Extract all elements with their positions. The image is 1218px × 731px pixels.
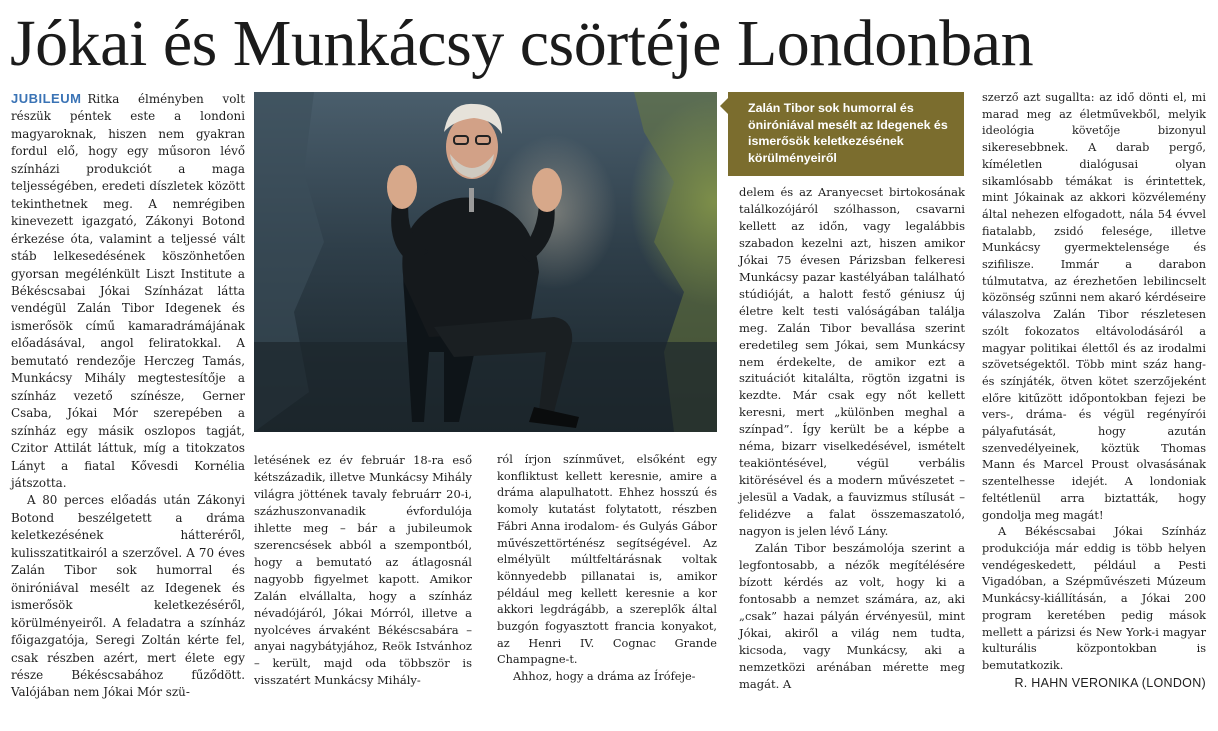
article-column-4 — [739, 184, 965, 704]
article-column-1 — [11, 90, 245, 710]
paragraph: Ahhoz, hogy a dráma az Írófeje- — [513, 670, 696, 684]
paragraph: Zalán Tibor beszámolója szerint a legfontosabb, a nézők megítélésére bízott kérdés az volt, hogy ki a fontosabb a nemzet számára, az, aki „csak” hazai pályán érvényesül, mint Jókai, akiről a világ nem tudta, kicsoda, vagy Munkácsy, aki a nemzetközi arénában mérette meg magát. A — [739, 541, 965, 691]
photo-caption: Zalán Tibor sok humorral és öniróniával mesélt az Idegenek és ismerősök keletkezésének körülményeiről — [728, 92, 964, 176]
paragraph: szerző azt sugallta: az idő dönti el, mi marad meg az életművekből, melyik ideológia követője bizonyul sikeresebbnek. A darab pergő, kíméletlen dialógusai olyan sikamlósabb témákat is érintettek, mint Jókainak az akkori közvélemény által nehezen elfogadott, nála 54 évvel fiatalabb, zsidó felesége, illetve Munkácsy gyermektelensége és szifilisze. Immár a darabon túlmutatva, az érezhetően lebilincselt közönség szűnni nem akaró kérdéseire válaszolva Zalán Tibor részletesen szólt fokozatos eltávolodásáról a magyar politikai élettől és az irodalmi szövetségektől. Több mint száz hang- és színjáték, ötven kötet szerzőjeként előre kitűzött időpontokban fejezi be vers-, dráma- és végül regényírói pályafutását, hogy azután szenvedélyeinek, köztük Thomas Mann és Marcel Proust olvasásának szentelhesse idejét. A londoniak feltétlenül arra biztatták, hogy gondolja meg magát! — [982, 91, 1206, 522]
article-column-3 — [497, 452, 717, 702]
article-column-2 — [254, 452, 472, 702]
headline: Jókai és Munkácsy csörtéje Londonban — [10, 7, 1034, 80]
paragraph: A 80 perces előadás után Zákonyi Botond beszélgetett a dráma keletkezésének hátteréről, kulisszatitkairól a szerzővel. A 70 éves Zalán Tibor sok humorral és öniróniával mesélt az Idegenek és ismerősök keletkezéséről, körülményeiről. A feladatra a színház főigazgatója, Seregi Zoltán kérte fel, csak részben azért, mert élete egy része Békéscsabához fűződött. Valójában nem Jókai Mór szü- — [11, 493, 245, 700]
article-photo — [254, 92, 717, 432]
paragraph: ról írjon színművet, elsőként egy konfliktust kellett keresnie, amire a dráma alapulhatott. Ehhez hosszú és komoly kutatást folytatott, részben Fábri Anna irodalom- és Gulyás Gábor művészettörténész segítségével. Az elmélyült múltfeltárásnak voltak könnyedebb pillanatai is, amikor például meg kellett keresnie a kor akkori legdrágább, a szereplők által buzgón fogyasztott francia konyakot, az Henri IV. Cognac Grande Champagne-t. — [497, 453, 717, 667]
kicker: JUBILEUM — [11, 91, 82, 106]
byline: R. HAHN VERONIKA (LONDON) — [1014, 675, 1206, 690]
paragraph: letésének ez év február 18-ra eső kétszázadik, illetve Munkácsy Mihály világra jöttének tavaly februárr 20-i, százhuszonvanadik évfordulója ihlette meg – bár a jubileumok szerencsések abból a szempontból, hogy a bemutató az átlagosnál nagyobb figyelmet kapott. Amikor Zalán elvállalta, hogy a színház névadójáról, Jókai Mórról, illetve a nyolcéves árvaként Békéscsabára – anyai nagybátyjához, Reök Istvánhoz – került, majd oda többször is visszatért Munkácsy Mihály- — [254, 453, 472, 688]
paragraph: delem és az Aranyecset birtokosának találkozójáról szólhasson, csavarni kellett az időn, vagy legalábbis szabadon kezelni azt, hiszen amikor Jókai 75 évesen Párizsban felkeresi Munkácsy pazar kastélyában található stúdióját, a halott festő géniusz új életre kelt testi valóságában találja meg. Zalán Tibor bevallása szerint eredetileg sem Jókai, sem Munkácsy nem érdekelte, de amikor ezt a szituációt kitalálta, rögtön izgatni is kezdte. Már csak egy nőt kellett keresni, mert „különben meghal a színpad”. Így került be a képbe a néma, bizarr viselkedésével, ismételt teakiöntésével, végül verbális kitörésével és a modern művészetet – jelesül a Vadak, a fauvizmus stílusát – felidézve a falat összemaszatoló, nagyon is jelen lévő Lány. — [739, 185, 965, 539]
photo-illustration — [254, 92, 717, 432]
paragraph: JUBILEUM Ritka élményben volt részük péntek este a londoni magyaroknak, hiszen nem gyakran fordul elő, hogy egy műsoron lévő színházi produkciót a maga teljességében, eredeti díszletek között tekinthetnek meg. A nemrégiben kinevezett igazgató, Zákonyi Botond érkezése óta, valamint a teljessé vált stáb lelkesedésének köszönhetően gyorsan megélénkült Liszt Institute a Békéscsabai Jókai Színházat látta vendégül Zalán Tibor Idegenek és ismerősök című kamaradrámájának előadásával, angol feliratokkal. A bemutató rendezője Herczeg Tamás, Munkácsy Mihály megtestesítője a színház vezető színésze, Gerner Csaba, Jókai Mór szerepében a színház egy másik oszlopos tagját, Czitor Attilát láttuk, míg a titokzatos Lányt a fiatal Kővesdi Kornélia játszotta. — [11, 91, 245, 490]
article-column-5 — [982, 90, 1206, 705]
paragraph: A Békéscsabai Jókai Színház produkciója már eddig is több helyen vendégeskedett, például a Pesti Vigadóban, a Szépművészeti Múzeum Munkácsy-kiállításán, a Jókai 200 program keretében pedig mások mellett a párizsi és New York-i magyar kulturális központokban is bemutatkozik. — [982, 525, 1206, 672]
